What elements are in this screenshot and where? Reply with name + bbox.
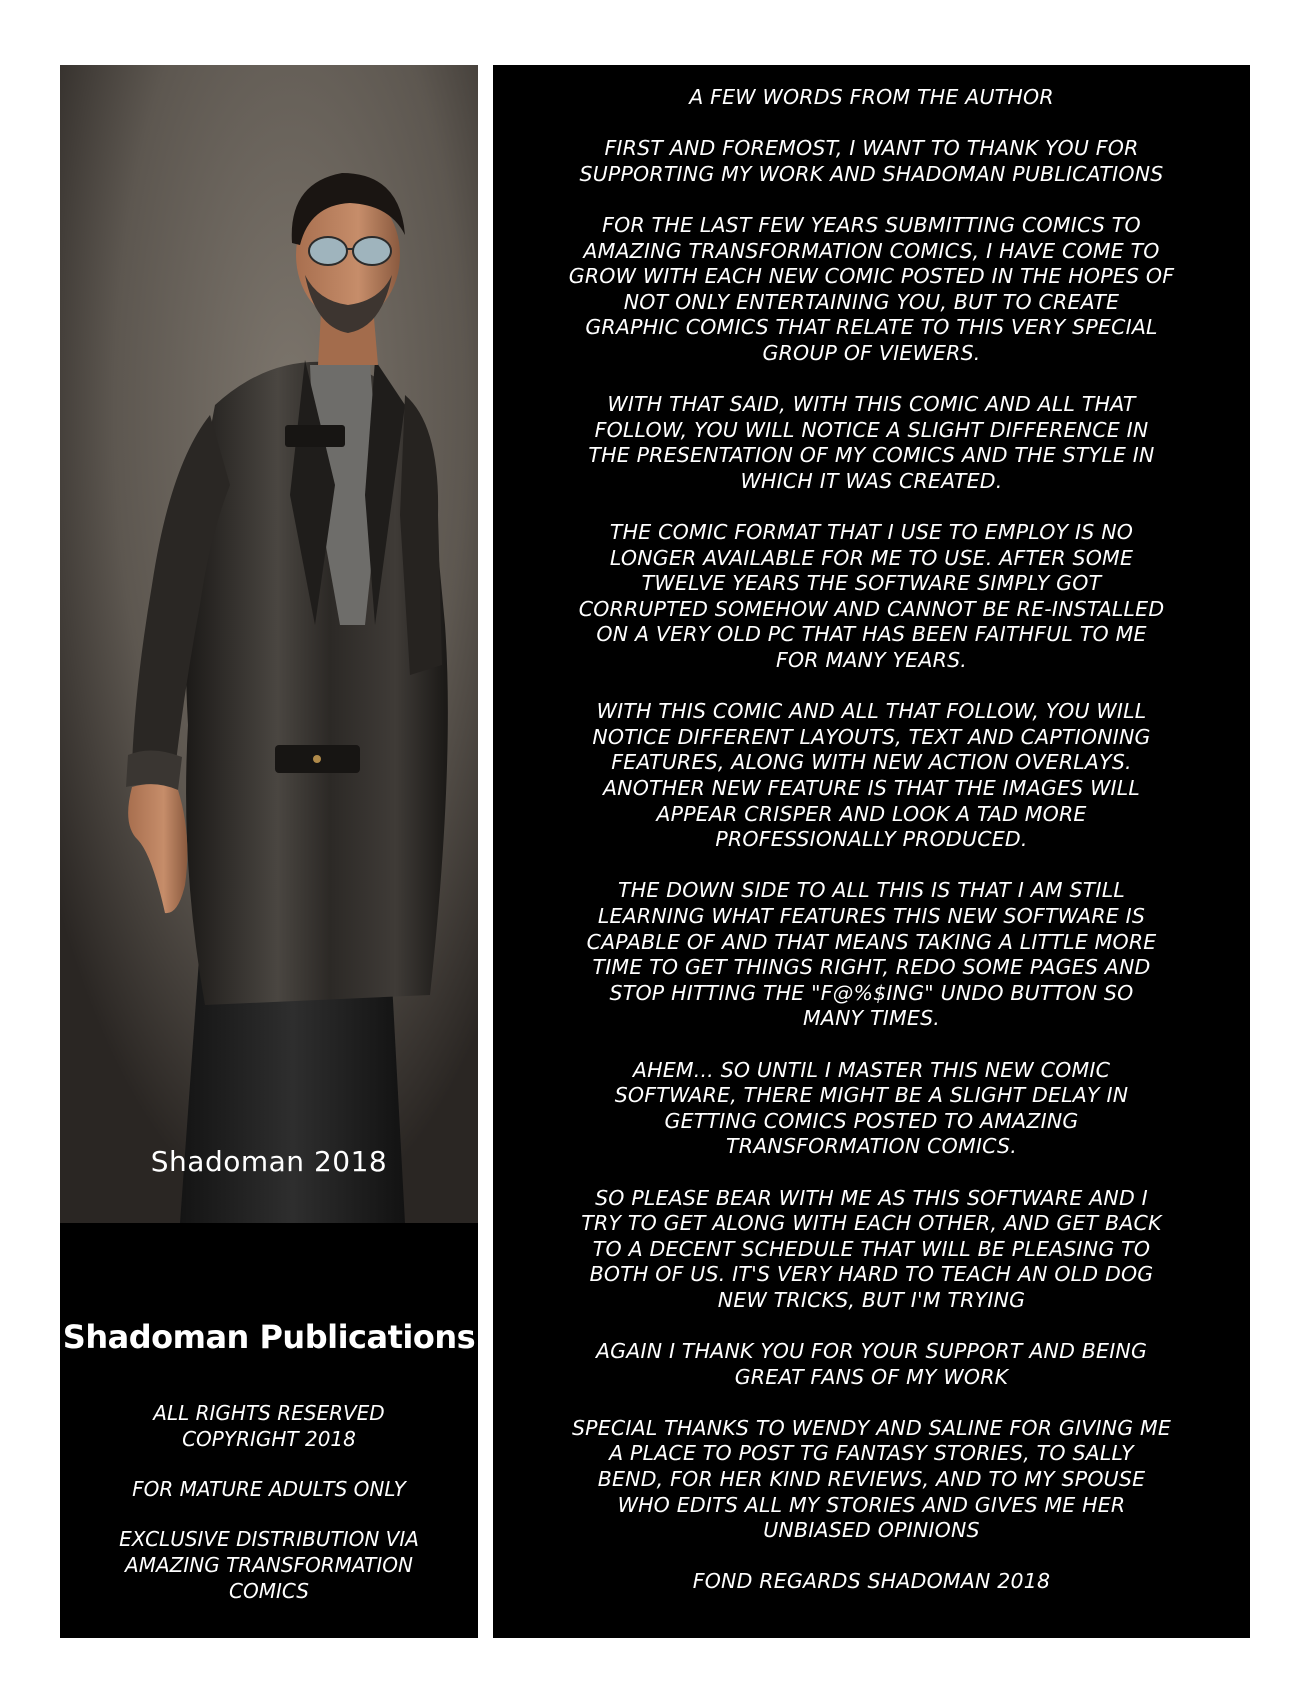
publisher-title: Shadoman Publications xyxy=(62,1318,476,1356)
letter-paragraph: WITH THAT SAID, WITH THIS COMIC AND ALL THAT FOLLOW, YOU WILL NOTICE A SLIGHT DIFFERENCE IN THE PRESENTATION OF MY COMICS AND THE STYLE IN WHICH IT WAS CREATED. xyxy=(588,392,1155,493)
letter-signoff: FOND REGARDS SHADOMAN 2018 xyxy=(692,1569,1051,1594)
letter-paragraph: FIRST AND FOREMOST, I WANT TO THANK YOU FOR SUPPORTING MY WORK AND SHADOMAN PUBLICATIONS xyxy=(579,136,1164,186)
artist-watermark: Shadoman 2018 xyxy=(150,1145,388,1178)
author-letter xyxy=(509,85,1234,1621)
author-letter-panel xyxy=(493,65,1250,1638)
letter-paragraph: THE COMIC FORMAT THAT I USE TO EMPLOY IS NO LONGER AVAILABLE FOR ME TO USE. AFTER SOME TWELVE YEARS THE SOFTWARE SIMPLY GOT CORRUPTED SOMEHOW AND CANNOT BE RE-INSTALLED ON A VERY OLD PC THAT HAS BEEN FAITHFUL TO ME FOR MANY YEARS. xyxy=(578,520,1165,673)
letter-paragraph: AHEM... SO UNTIL I MASTER THIS NEW COMIC SOFTWARE, THERE MIGHT BE A SLIGHT DELAY IN GETTING COMICS POSTED TO AMAZING TRANSFORMATION COMICS. xyxy=(614,1057,1129,1159)
letter-paragraph: AGAIN I THANK YOU FOR YOUR SUPPORT AND BEING GREAT FANS OF MY WORK xyxy=(595,1339,1148,1389)
sidebar-panel xyxy=(60,65,478,1638)
letter-title: A FEW WORDS FROM THE AUTHOR xyxy=(689,85,1054,109)
letter-paragraph: SPECIAL THANKS TO WENDY AND SALINE FOR GIVING ME A PLACE TO POST TG FANTASY STORIES, TO SALLY BEND, FOR HER KIND REVIEWS, AND TO MY SPOUSE WHO EDITS ALL MY STORIES AND GIVES ME HER UNBIASED OPINIONS xyxy=(571,1415,1172,1543)
author-portrait xyxy=(60,65,478,1223)
author-figure-illustration xyxy=(60,65,478,1223)
copyright-note: ALL RIGHTS RESERVED COPYRIGHT 2018 xyxy=(153,1401,385,1451)
letter-paragraph: WITH THIS COMIC AND ALL THAT FOLLOW, YOU WILL NOTICE DIFFERENT LAYOUTS, TEXT AND CAPTIONING FEATURES, ALONG WITH NEW ACTION OVERLAYS. ANOTHER NEW FEATURE IS THAT THE IMAGES WILL APPEAR CRISPER AND LOOK A TAD MORE PROFESSIONALLY PRODUCED. xyxy=(592,699,1151,852)
letter-paragraph: THE DOWN SIDE TO ALL THIS IS THAT I AM STILL LEARNING WHAT FEATURES THIS NEW SOFTWARE IS CAPABLE OF AND THAT MEANS TAKING A LITTLE MORE TIME TO GET THINGS RIGHT, REDO SOME PAGES AND STOP HITTING THE "F@%$ING" UNDO BUTTON SO MANY TIMES. xyxy=(586,878,1157,1031)
audience-note: FOR MATURE ADULTS ONLY xyxy=(132,1477,406,1501)
rights-notes xyxy=(78,1400,460,1628)
distribution-note: EXCLUSIVE DISTRIBUTION VIA AMAZING TRANSFORMATION COMICS xyxy=(119,1527,419,1603)
letter-paragraph: SO PLEASE BEAR WITH ME AS THIS SOFTWARE AND I TRY TO GET ALONG WITH EACH OTHER, AND GET BACK TO A DECENT SCHEDULE THAT WILL BE PLEASING TO BOTH OF US. IT'S VERY HARD TO TEACH AN OLD DOG NEW TRICKS, BUT I'M TRYING xyxy=(581,1185,1162,1312)
letter-paragraph: FOR THE LAST FEW YEARS SUBMITTING COMICS TO AMAZING TRANSFORMATION COMICS, I HAVE COME TO GROW WITH EACH NEW COMIC POSTED IN THE HOPES OF NOT ONLY ENTERTAINING YOU, BUT TO CREATE GRAPHIC COMICS THAT RELATE TO THIS VERY SPECIAL GROUP OF VIEWERS. xyxy=(568,212,1175,365)
